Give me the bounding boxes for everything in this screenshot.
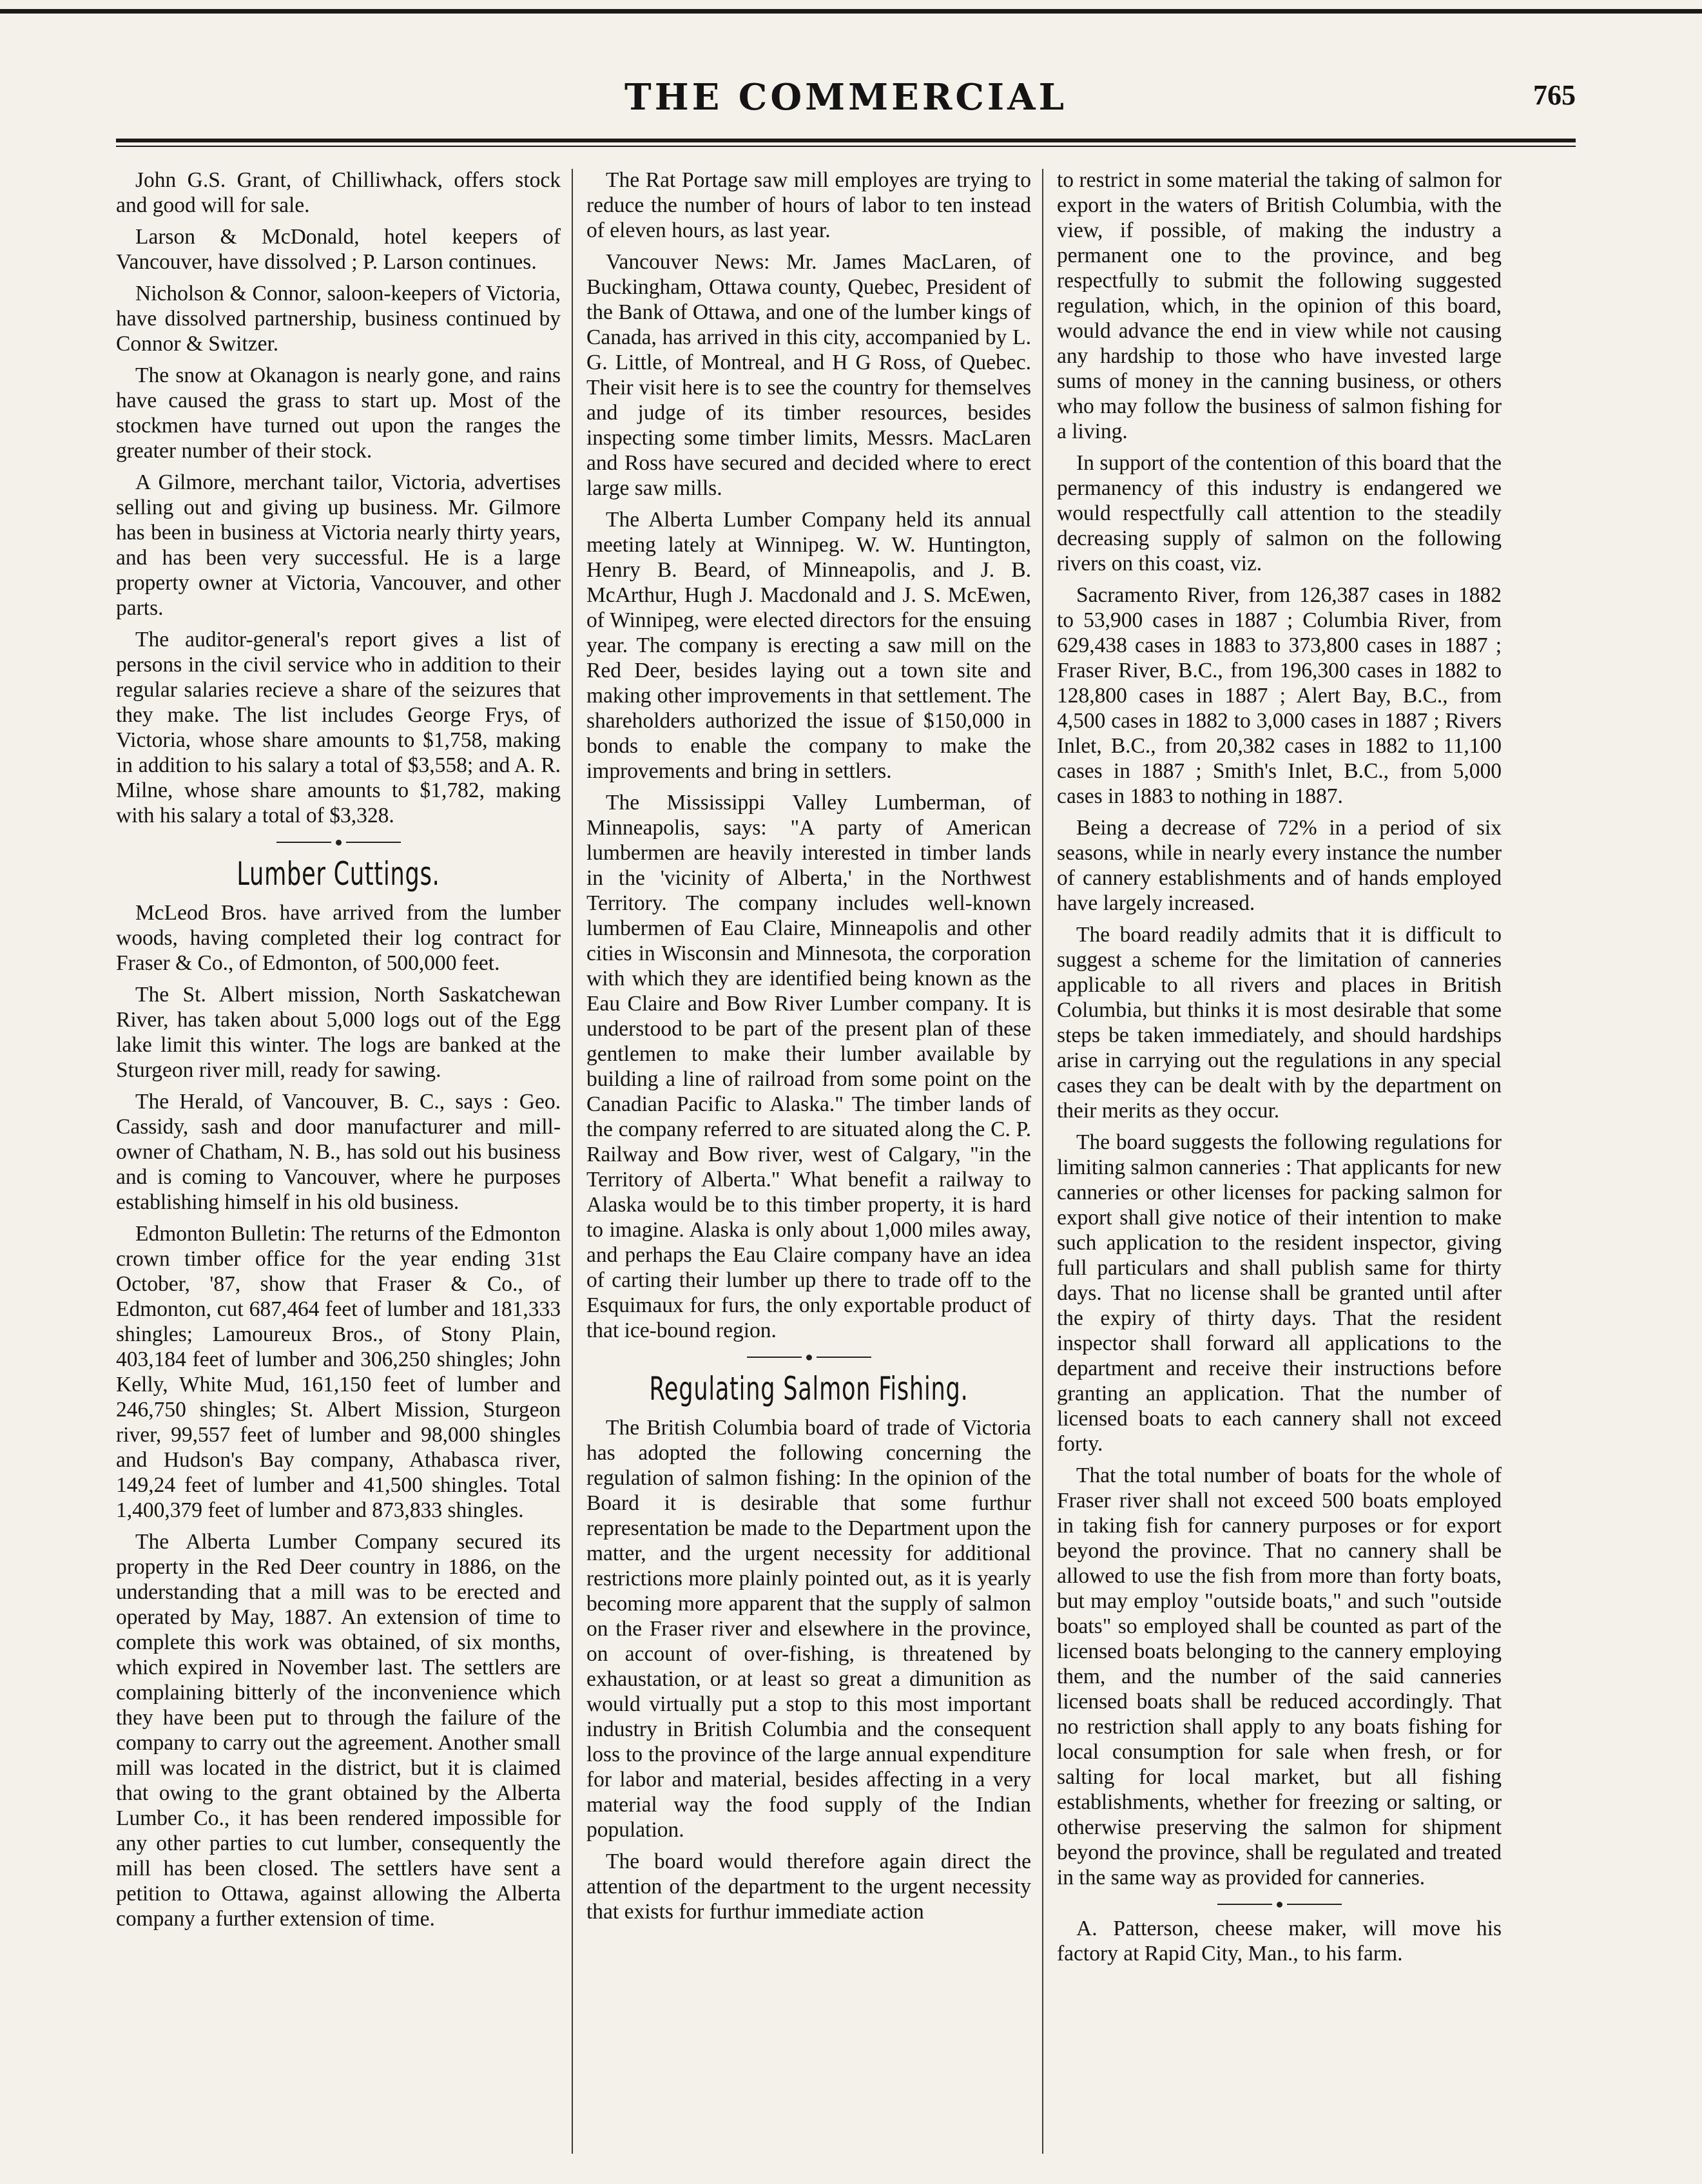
article-paragraph: Sacramento River, from 126,387 cases in 1882 to 53,900 cases in 1887 ; Columbia River, from 629,438 cases in 1883 to 373,800 cases in 1887 ; Fraser River, B.C., from 196,300 cases in 1882 to 128,800 cases in 1887 ; Alert Bay, B.C., from 4,500 cases in 1882 to 3,000 cases in 1887 ; Rivers Inlet, B.C., from 20,382 cases in 1882 to 11,100 cases in 1887 ; Smith's Inlet, B.C., from 5,000 cases in 1883 to nothing in 1887. — [1057, 583, 1502, 808]
column-1 — [116, 168, 561, 2159]
column-2 — [586, 168, 1031, 2159]
column-divider — [1042, 169, 1043, 2154]
article-paragraph: The British Columbia board of trade of Victoria has adopted the following concerning the regulation of salmon fishing: In the opinion of the Board it is desirable that some furthur representation be made to the Department upon the matter, and the urgent necessity for additional restrictions more plainly pointed out, as it is yearly becoming more apparent that the supply of salmon on the Fraser river and elsewhere in the province, on account of over-fishing, is threatened by exhaustation, or at least so great a dimunition as would virtually put a stop to this most important industry in British Columbia and the consequent loss to the province of the large annual expenditure for labor and material, besides affecting in a very material way the food supply of the Indian population. — [586, 1416, 1031, 1842]
section-ornament — [1057, 1897, 1502, 1912]
article-paragraph: The Mississippi Valley Lumberman, of Minneapolis, says: "A party of American lumbermen are heavily interested in timber lands in the 'vicinity of Alberta,' in the Northwest Territory. The company includes well-known lumbermen of Eau Claire, Minneapolis and other cities in Wisconsin and Minnesota, the corporation with which they are identified being known as the Eau Claire and Bow River Lumber company. It is understood to be part of the present plan of these gentlemen to make their lumber available by building a line of railroad from some point on the Canadian Pacific to Alaska." The timber lands of the company referred to are situated along the C. P. Railway and Bow river, west of Calgary, "in the Territory of Alberta." What benefit a railway to Alaska would be to this timber property, it is hard to imagine. Alaska is only about 1,000 miles away, and perhaps the Eau Claire company have an idea of carting their lumber up there to trade off to the Esquimaux for furs, the only exportable product of that ice-bound region. — [586, 791, 1031, 1342]
article-paragraph: The board would therefore again direct the attention of the department to the urgent necessity that exists for furthur immediate action — [586, 1850, 1031, 1924]
column-divider — [572, 169, 573, 2154]
section-heading-lumber: Lumber Cuttings. — [237, 855, 440, 893]
article-paragraph: In support of the contention of this board that the permanency of this industry is endangered we would respectfully call attention to the steadily decreasing supply of salmon on the following rivers on this coast, viz. — [1057, 451, 1502, 575]
article-paragraph: Being a decrease of 72% in a period of six seasons, while in nearly every instance the number of cannery establishments and of hands employed have largely increased. — [1057, 816, 1502, 915]
section-heading-salmon: Regulating Salmon Fishing. — [649, 1370, 969, 1407]
article-paragraph: The board readily admits that it is difficult to suggest a scheme for the limitation of canneries applicable to all rivers and places in British Columbia, but thinks it is most desirable that some steps be taken immediately, and should hardships arise in carrying out the regulations in any special cases they can be dealt with by the department on their merits as they occur. — [1057, 923, 1502, 1123]
article-paragraph: The Herald, of Vancouver, B. C., says : Geo. Cassidy, sash and door manufacturer and mill-owner of Chatham, N. B., has sold out his business and is coming to Vancouver, where he purposes establishing himself in his old business. — [116, 1090, 561, 1214]
article-paragraph: The Rat Portage saw mill employes are trying to reduce the number of hours of labor to ten instead of eleven hours, as last year. — [586, 168, 1031, 242]
article-paragraph: Larson & McDonald, hotel keepers of Vancouver, have dissolved ; P. Larson continues. — [116, 225, 561, 274]
article-paragraph: A Gilmore, merchant tailor, Victoria, advertises selling out and giving up business. Mr. Gilmore has been in business at Victoria nearly thirty years, and has been very successful. He is a large property owner at Victoria, Vancouver, and other parts. — [116, 470, 561, 620]
header-rule — [116, 139, 1576, 142]
article-paragraph: Edmonton Bulletin: The returns of the Edmonton crown timber office for the year ending 31st October, '87, show that Fraser & Co., of Edmonton, cut 687,464 feet of lumber and 181,333 shingles; Lamoureux Bros., of Stony Plain, 403,184 feet of lumber and 306,250 shingles; John Kelly, White Mud, 161,150 feet of lumber and 246,750 shingles; St. Albert Mission, Sturgeon river, 99,557 feet of lumber and 98,000 shingles and Hudson's Bay company, Athabasca river, 149,24 feet of lumber and 41,500 shingles. Total 1,400,379 feet of lumber and 873,833 shingles. — [116, 1222, 561, 1522]
article-paragraph: That the total number of boats for the whole of Fraser river shall not exceed 500 boats employed in taking fish for cannery purposes or for export beyond the province. That no cannery shall be allowed to use the fish from more than forty boats, but may employ "outside boats," and such "outside boats" so employed shall be counted as part of the licensed boats belonging to the cannery employing them, and the number of the said canneries licensed boats shall be reduced accordingly. That no restriction shall apply to any boats fishing for local consumption for sale when fresh, or for salting for local market, but all fishing establishments, whether for freezing or salting, or otherwise preserving the salmon for shipment beyond the province, shall be regulated and treated in the same way as provided for canneries. — [1057, 1464, 1502, 1889]
masthead: THE COMMERCIAL — [624, 76, 1067, 119]
page-header — [116, 76, 1576, 121]
article-paragraph: The St. Albert mission, North Saskatchewan River, has taken about 5,000 logs out of the Egg lake limit this winter. The logs are banked at the Sturgeon river mill, ready for sawing. — [116, 983, 561, 1082]
article-paragraph: The Alberta Lumber Company secured its property in the Red Deer country in 1886, on the understanding that a mill was to be erected and operated by May, 1887. An extension of time to complete this work was obtained, of six months, which expired in November last. The settlers are complaining bitterly of the inconvenience which they have been put to through the failure of the company to carry out the agreement. Another small mill was located in the district, but it is claimed that owing to the grant obtained by the Alberta Lumber Co., it has been rendered impossible for any other parties to cut lumber, consequently the mill has been closed. The settlers have sent a petition to Ottawa, against allowing the Alberta company a further extension of time. — [116, 1530, 561, 1931]
article-paragraph: The board suggests the following regulations for limiting salmon canneries : That applicants for new canneries or other licenses for packing salmon for export shall give notice of their intention to make such application to the resident inspector, giving full particulars and shall publish same for thirty days. That no license shall be granted until after the expiry of thirty days. That the resident inspector shall forward all applications to the department and receive their instructions before granting an application. That the number of licensed boats to each cannery shall not exceed forty. — [1057, 1130, 1502, 1456]
article-paragraph: Nicholson & Connor, saloon-keepers of Victoria, have dissolved partnership, business continued by Connor & Switzer. — [116, 282, 561, 356]
section-ornament — [586, 1349, 1031, 1365]
column-3 — [1057, 168, 1502, 2159]
article-paragraph: The snow at Okanagon is nearly gone, and rains have caused the grass to start up. Most of the stockmen have turned out upon the ranges the greater number of their stock. — [116, 363, 561, 463]
article-paragraph: McLeod Bros. have arrived from the lumber woods, having completed their log contract for Fraser & Co., of Edmonton, of 500,000 feet. — [116, 901, 561, 975]
article-paragraph: Vancouver News: Mr. James MacLaren, of Buckingham, Ottawa county, Quebec, President of the Bank of Ottawa, and one of the lumber kings of Canada, has arrived in this city, accompanied by L. G. Little, of Montreal, and H G Ross, of Quebec. Their visit here is to see the country for themselves and judge of its timber resources, besides inspecting some timber limits, Messrs. MacLaren and Ross have secured and decided where to erect large saw mills. — [586, 250, 1031, 500]
article-paragraph: The Alberta Lumber Company held its annual meeting lately at Winnipeg. W. W. Huntington, Henry B. Beard, of Minneapolis, and J. B. McArthur, Hugh J. Macdonald and J. S. McEwen, of Winnipeg, were elected directors for the ensuing year. The company is erecting a saw mill on the Red Deer, besides laying out a town site and making other improvements in that settlement. The shareholders authorized the issue of $150,000 in bonds to enable the company to make the improvements and bring in settlers. — [586, 508, 1031, 783]
top-edge-rule — [0, 9, 1702, 14]
article-paragraph: The auditor-general's report gives a list of persons in the civil service who in addition to their regular salaries recieve a share of the seizures that they make. The list includes George Frys, of Victoria, whose share amounts to $1,758, making in addition to his salary a total of $3,558; and A. R. Milne, whose share amounts to $1,782, making with his salary a total of $3,328. — [116, 628, 561, 827]
page-number: 765 — [1533, 79, 1576, 111]
article-paragraph: John G.S. Grant, of Chilliwhack, offers stock and good will for sale. — [116, 168, 561, 217]
header-rule-thin — [116, 146, 1576, 147]
article-paragraph: A. Patterson, cheese maker, will move his factory at Rapid City, Man., to his farm. — [1057, 1917, 1502, 1966]
section-ornament — [116, 835, 561, 850]
article-paragraph: to restrict in some material the taking of salmon for export in the waters of British Columbia, with the view, if possible, of making the industry a permanent one to the province, and beg respectfully to submit the following suggested regulation, which, in the opinion of this board, would advance the end in view while not causing any hardship to those who have invested large sums of money in the canning business, or others who may follow the business of salmon fishing for a living. — [1057, 168, 1502, 443]
